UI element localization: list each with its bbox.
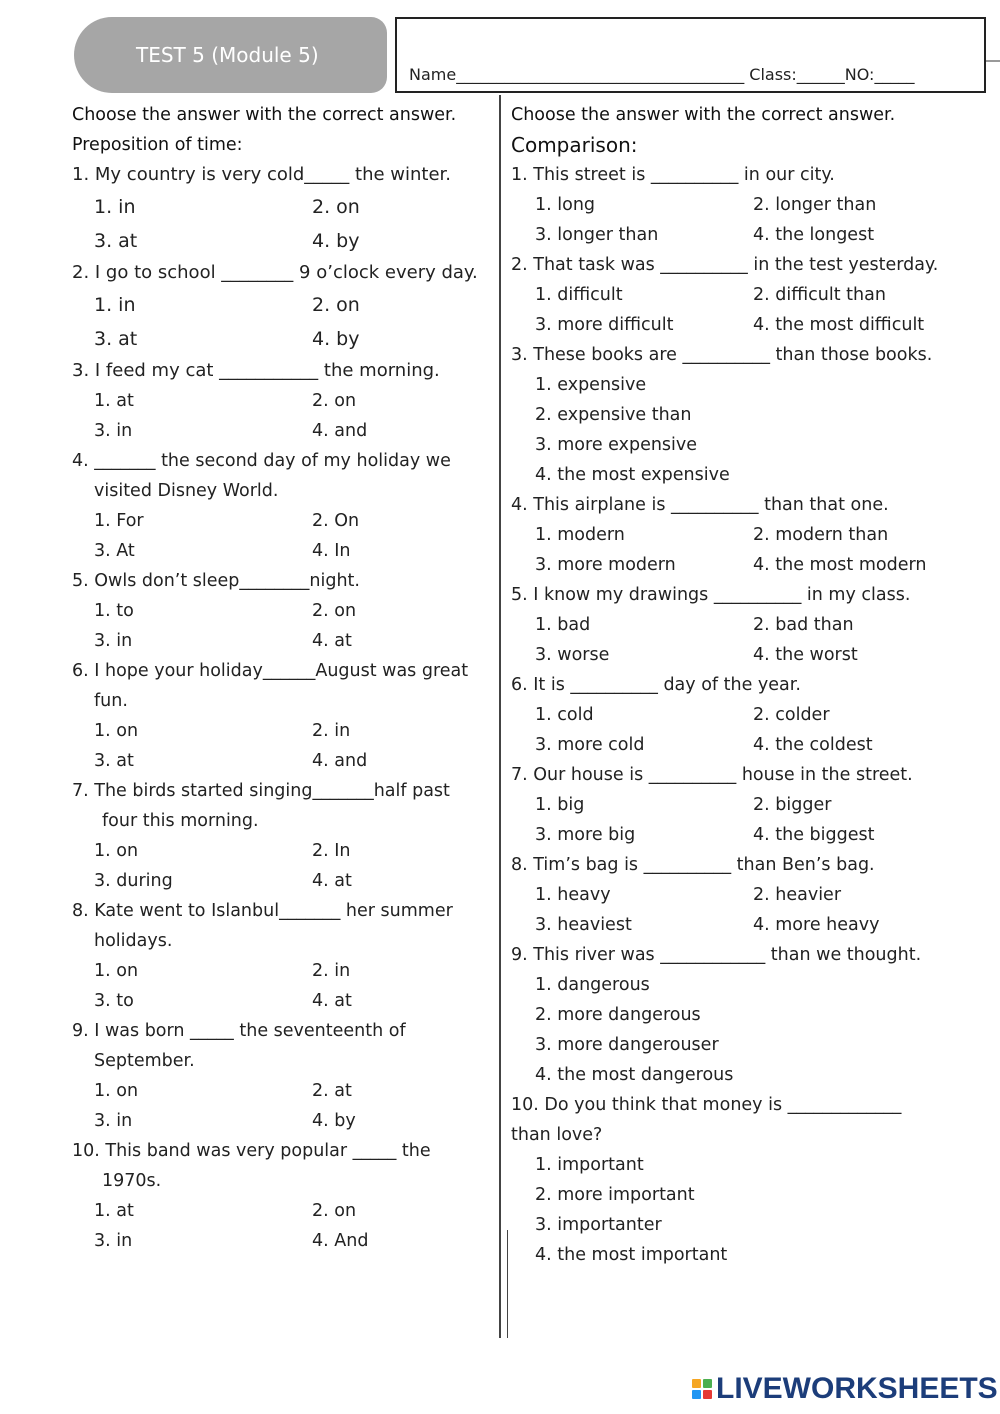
answer-option[interactable]: 3. in <box>94 1231 133 1251</box>
answer-option[interactable]: 2. on <box>312 294 360 316</box>
option-row <box>72 746 492 776</box>
answer-option[interactable]: 4. more heavy <box>753 915 880 935</box>
question-text: holidays. <box>94 931 173 951</box>
answer-option[interactable]: 2. bad than <box>753 615 854 635</box>
answer-option[interactable]: 3. in <box>94 631 133 651</box>
option-row <box>511 790 981 820</box>
answer-option[interactable]: 4. the most important <box>535 1245 728 1265</box>
option-row <box>72 190 492 224</box>
column-divider <box>499 95 501 1338</box>
answer-option[interactable]: 3. at <box>94 751 134 771</box>
question-text: fun. <box>94 691 128 711</box>
option-row <box>72 416 492 446</box>
liveworksheets-logo <box>692 1372 998 1406</box>
question-text: visited Disney World. <box>94 481 279 501</box>
answer-option[interactable]: 2. in <box>312 961 351 981</box>
answer-option[interactable]: 2. on <box>312 1201 357 1221</box>
question-text: 1970s. <box>102 1171 162 1191</box>
answer-option[interactable]: 3. more expensive <box>535 435 698 455</box>
option-row <box>72 626 492 656</box>
option-row <box>72 716 492 746</box>
answer-option[interactable]: 4. the most dangerous <box>535 1065 734 1085</box>
question-text: 9. I was born _____ the seventeenth of <box>72 1021 406 1041</box>
answer-option[interactable]: 4. the most difficult <box>753 315 925 335</box>
answer-option[interactable]: 2. on <box>312 196 360 218</box>
answer-option[interactable]: 1. on <box>94 721 139 741</box>
answer-option[interactable]: 2. in <box>312 721 351 741</box>
logo-square <box>692 1390 701 1399</box>
option-row <box>511 880 981 910</box>
answer-option[interactable]: 2. colder <box>753 705 830 725</box>
question-text: 4. _______ the second day of my holiday we <box>72 451 451 471</box>
question-text: 8. Tim’s bag is __________ than Ben’s bag. <box>511 855 875 875</box>
instruction: Choose the answer with the correct answer. <box>511 105 896 125</box>
answer-option[interactable]: 3. At <box>94 541 135 561</box>
option-row <box>511 910 981 940</box>
comparison-section <box>511 100 981 1270</box>
answer-option[interactable]: 4. the most modern <box>753 555 927 575</box>
answer-option[interactable]: 1. on <box>94 1081 139 1101</box>
column-divider-lower <box>507 1230 508 1338</box>
option-row <box>72 596 492 626</box>
student-info-box <box>395 17 986 93</box>
question-text: 10. This band was very popular _____ the <box>72 1141 431 1161</box>
answer-option[interactable]: 1. in <box>94 196 136 218</box>
answer-option[interactable]: 3. importanter <box>535 1215 662 1235</box>
instruction: Choose the answer with the correct answer. <box>72 105 457 125</box>
answer-option[interactable]: 4. the most expensive <box>535 465 730 485</box>
answer-option[interactable]: 2. expensive than <box>535 405 692 425</box>
answer-option[interactable]: 4. at <box>312 871 352 891</box>
answer-option[interactable]: 2. bigger <box>753 795 832 815</box>
answer-option[interactable]: 2. heavier <box>753 885 842 905</box>
question-text: 5. Owls don’t sleep________night. <box>72 571 360 591</box>
answer-option[interactable]: 2. In <box>312 841 351 861</box>
answer-option[interactable]: 1. dangerous <box>535 975 650 995</box>
name-class-no-fields[interactable]: Name____________________________________ Class:______NO:_____ <box>409 65 915 84</box>
answer-option[interactable]: 2. on <box>312 391 357 411</box>
question-text: 2. That task was __________ in the test yesterday. <box>511 255 939 275</box>
answer-option[interactable]: 1. in <box>94 294 136 316</box>
option-row <box>72 322 492 356</box>
logo-text: LIVEWORKSHEETS <box>716 1372 998 1405</box>
option-row <box>511 190 981 220</box>
option-row <box>72 866 492 896</box>
answer-option[interactable]: 1. at <box>94 1201 134 1221</box>
answer-option[interactable]: 3. heaviest <box>535 915 632 935</box>
answer-option[interactable]: 3. longer than <box>535 225 659 245</box>
option-row <box>511 820 981 850</box>
answer-option[interactable]: 1. on <box>94 841 139 861</box>
section-title: Comparison: <box>511 133 638 157</box>
answer-option[interactable]: 4. and <box>312 421 368 441</box>
question-text: 2. I go to school ________ 9 o’clock every day. <box>72 262 478 283</box>
section-title: Preposition of time: <box>72 135 243 155</box>
answer-option[interactable]: 1. expensive <box>535 375 647 395</box>
answer-option[interactable]: 3. in <box>94 1111 133 1131</box>
answer-option[interactable]: 2. longer than <box>753 195 877 215</box>
answer-option[interactable]: 3. more cold <box>535 735 645 755</box>
option-row <box>511 730 981 760</box>
option-row <box>511 520 981 550</box>
answer-option[interactable]: 4. In <box>312 541 351 561</box>
answer-option[interactable]: 3. at <box>94 230 138 252</box>
question-text: than love? <box>511 1125 603 1145</box>
option-row <box>511 700 981 730</box>
answer-option[interactable]: 1. important <box>535 1155 644 1175</box>
option-row <box>72 386 492 416</box>
answer-option[interactable]: 4. by <box>312 328 360 350</box>
answer-option[interactable]: 4. the worst <box>753 645 858 665</box>
answer-option[interactable]: 1. For <box>94 511 144 531</box>
logo-square <box>703 1390 712 1399</box>
question-text: 6. I hope your holiday______August was great <box>72 661 469 681</box>
answer-option[interactable]: 1. at <box>94 391 134 411</box>
answer-option[interactable]: 2. at <box>312 1081 352 1101</box>
answer-option[interactable]: 3. in <box>94 421 133 441</box>
question-text: 7. Our house is __________ house in the street. <box>511 765 913 785</box>
logo-square <box>703 1379 712 1388</box>
question-text: 4. This airplane is __________ than that one. <box>511 495 889 515</box>
answer-option[interactable]: 4. by <box>312 1111 356 1131</box>
question-text: 1. My country is very cold_____ the winter. <box>72 164 452 185</box>
question-text: 6. It is __________ day of the year. <box>511 675 801 695</box>
answer-option[interactable]: 3. to <box>94 991 134 1011</box>
answer-option[interactable]: 1. big <box>535 795 585 815</box>
option-row <box>72 506 492 536</box>
answer-option[interactable]: 4. by <box>312 230 360 252</box>
answer-option[interactable]: 4. the biggest <box>753 825 875 845</box>
option-row <box>72 288 492 322</box>
option-row <box>72 986 492 1016</box>
option-row <box>72 1226 492 1256</box>
preposition-section <box>72 100 492 1256</box>
option-row <box>72 836 492 866</box>
option-row <box>72 1076 492 1106</box>
answer-option[interactable]: 1. on <box>94 961 139 981</box>
answer-option[interactable]: 2. difficult than <box>753 285 886 305</box>
option-row <box>72 1106 492 1136</box>
question-text: 3. I feed my cat ___________ the morning. <box>72 360 440 381</box>
option-row <box>72 536 492 566</box>
question-text: 3. These books are __________ than those books. <box>511 345 933 365</box>
answer-option[interactable]: 1. to <box>94 601 134 621</box>
question-text: 8. Kate went to Islanbul_______ her summer <box>72 901 453 921</box>
option-row <box>511 220 981 250</box>
option-row <box>72 956 492 986</box>
option-row <box>511 640 981 670</box>
option-row <box>511 550 981 580</box>
question-text: 9. This river was ____________ than we thought. <box>511 945 922 965</box>
answer-option[interactable]: 3. more modern <box>535 555 676 575</box>
answer-option[interactable]: 3. during <box>94 871 173 891</box>
answer-option[interactable]: 3. more big <box>535 825 636 845</box>
answer-option[interactable]: 4. at <box>312 631 352 651</box>
answer-option[interactable]: 4. and <box>312 751 368 771</box>
question-text: 10. Do you think that money is _____________ <box>511 1095 902 1115</box>
answer-option[interactable]: 2. modern than <box>753 525 889 545</box>
answer-option[interactable]: 1. heavy <box>535 885 611 905</box>
answer-option[interactable]: 2. On <box>312 511 360 531</box>
answer-option[interactable]: 2. more dangerous <box>535 1005 701 1025</box>
option-row <box>72 1196 492 1226</box>
answer-option[interactable]: 1. cold <box>535 705 594 725</box>
liveworksheets-icon <box>692 1379 712 1399</box>
answer-option[interactable]: 4. at <box>312 991 352 1011</box>
test-title: TEST 5 (Module 5) <box>74 17 387 93</box>
answer-option[interactable]: 1. modern <box>535 525 625 545</box>
option-row <box>511 280 981 310</box>
answer-option[interactable]: 2. on <box>312 601 357 621</box>
option-row <box>72 224 492 258</box>
logo-square <box>692 1379 701 1388</box>
answer-option[interactable]: 4. And <box>312 1231 369 1251</box>
answer-option[interactable]: 3. more dangerouser <box>535 1035 719 1055</box>
answer-option[interactable]: 3. more difficult <box>535 315 674 335</box>
answer-option[interactable]: 3. worse <box>535 645 610 665</box>
edge-divider <box>986 60 1000 62</box>
answer-option[interactable]: 4. the longest <box>753 225 875 245</box>
answer-option[interactable]: 3. at <box>94 328 138 350</box>
option-row <box>511 610 981 640</box>
question-text: 5. I know my drawings __________ in my class. <box>511 585 911 605</box>
answer-option[interactable]: 2. more important <box>535 1185 695 1205</box>
question-text: four this morning. <box>102 811 259 831</box>
question-text: 1. This street is __________ in our city. <box>511 165 835 185</box>
option-row <box>511 310 981 340</box>
answer-option[interactable]: 1. long <box>535 195 596 215</box>
question-text: 7. The birds started singing_______half past <box>72 781 450 801</box>
answer-option[interactable]: 1. bad <box>535 615 591 635</box>
question-text: September. <box>94 1051 195 1071</box>
answer-option[interactable]: 4. the coldest <box>753 735 873 755</box>
answer-option[interactable]: 1. difficult <box>535 285 623 305</box>
